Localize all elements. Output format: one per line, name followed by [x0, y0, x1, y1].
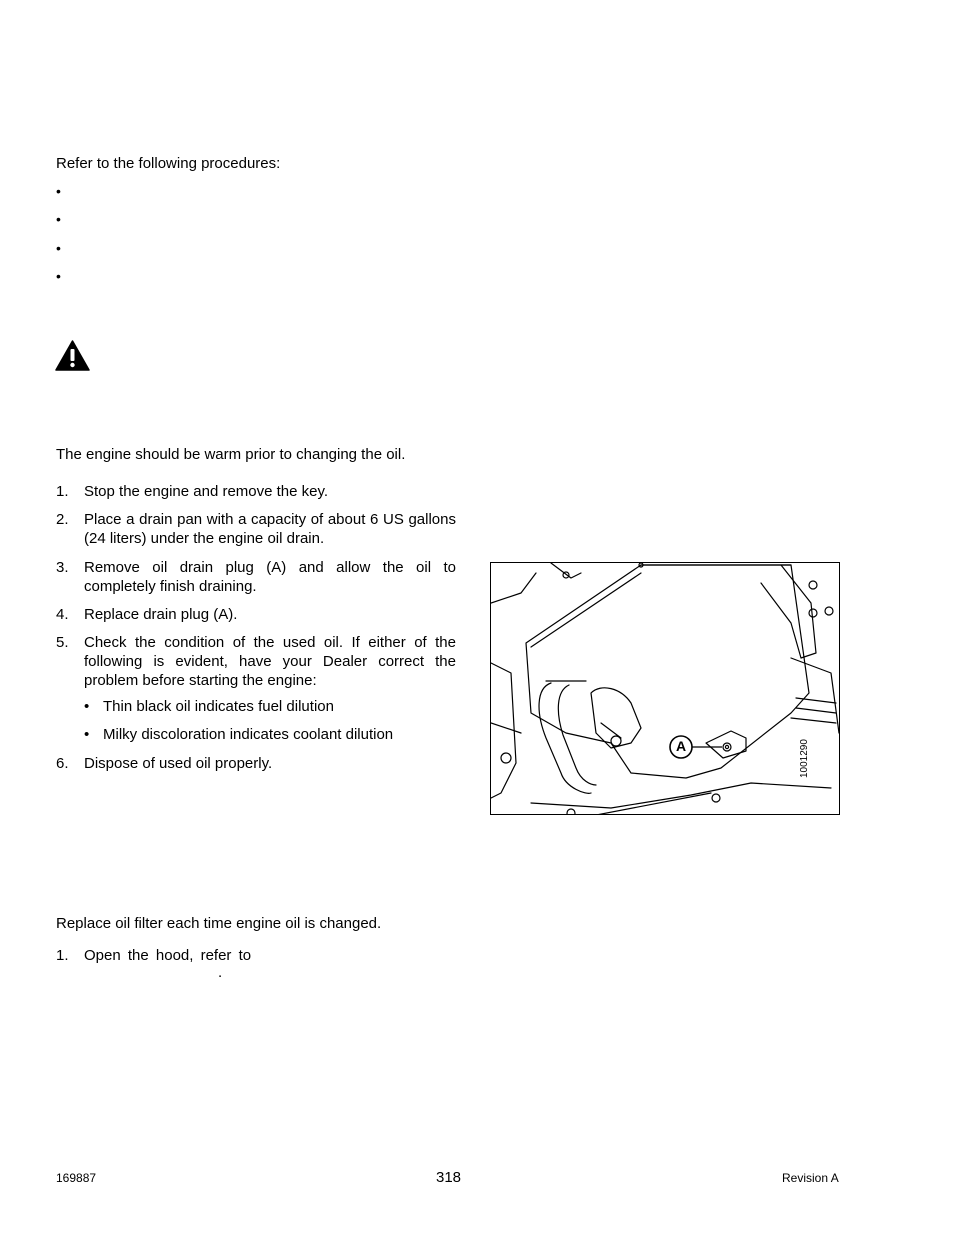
- step-number: 1.: [56, 947, 69, 964]
- step-text: Replace drain plug (A).: [84, 606, 238, 623]
- step-number: 1.: [56, 483, 69, 500]
- step-number: 2.: [56, 511, 69, 528]
- sub-bullet-dot: •: [84, 726, 90, 743]
- step-item: [56, 482, 456, 501]
- sub-list-item: [84, 698, 334, 715]
- step-text: Remove oil drain plug (A) and allow the oil to completely finish draining.: [84, 559, 456, 595]
- step-text: Open the hood, refer to: [84, 947, 252, 964]
- step-item: [56, 510, 456, 548]
- list-item-bullet: •: [56, 211, 61, 227]
- page-number: 318: [436, 1169, 462, 1186]
- sub-bullet-text: Thin black oil indicates fuel dilution: [103, 698, 334, 715]
- figure-id: 1001290: [799, 739, 810, 778]
- step-item: [56, 605, 456, 624]
- sub-bullet-dot: •: [84, 698, 90, 715]
- warning-triangle-icon: [55, 340, 90, 371]
- sub-list-item: [84, 726, 393, 743]
- step-item: [56, 633, 456, 690]
- revision-label: Revision A: [782, 1171, 839, 1185]
- list-item-bullet: •: [56, 240, 61, 256]
- step-number: 5.: [56, 634, 69, 651]
- step-trailing-period: .: [218, 964, 223, 981]
- list-item-bullet: •: [56, 183, 61, 199]
- step-number: 3.: [56, 559, 69, 576]
- step-text: Place a drain pan with a capacity of about 6 US gallons (24 liters) under the engine oil drain.: [84, 511, 456, 547]
- sub-bullet-text: Milky discoloration indicates coolant dilution: [103, 726, 394, 743]
- engine-underside-illustration: [491, 563, 840, 815]
- step-item: [56, 754, 456, 773]
- step-number: 4.: [56, 606, 69, 623]
- filter-note: Replace oil filter each time engine oil is changed.: [56, 915, 382, 932]
- warm-engine-note: The engine should be warm prior to changing the oil.: [56, 446, 406, 463]
- step-number: 6.: [56, 755, 69, 772]
- intro-text: Refer to the following procedures:: [56, 155, 281, 172]
- step-item: [56, 946, 456, 965]
- oil-drain-figure: [490, 562, 840, 815]
- callout-label-a: A: [675, 738, 687, 754]
- step-text: Stop the engine and remove the key.: [84, 483, 329, 500]
- step-text: Dispose of used oil properly.: [84, 755, 273, 772]
- list-item-bullet: •: [56, 268, 61, 284]
- step-text: Check the condition of the used oil. If either of the following is evident, have your Dealer correct the problem before starting the engine:: [84, 634, 456, 689]
- document-number: 169887: [56, 1171, 97, 1185]
- step-item: [56, 558, 456, 596]
